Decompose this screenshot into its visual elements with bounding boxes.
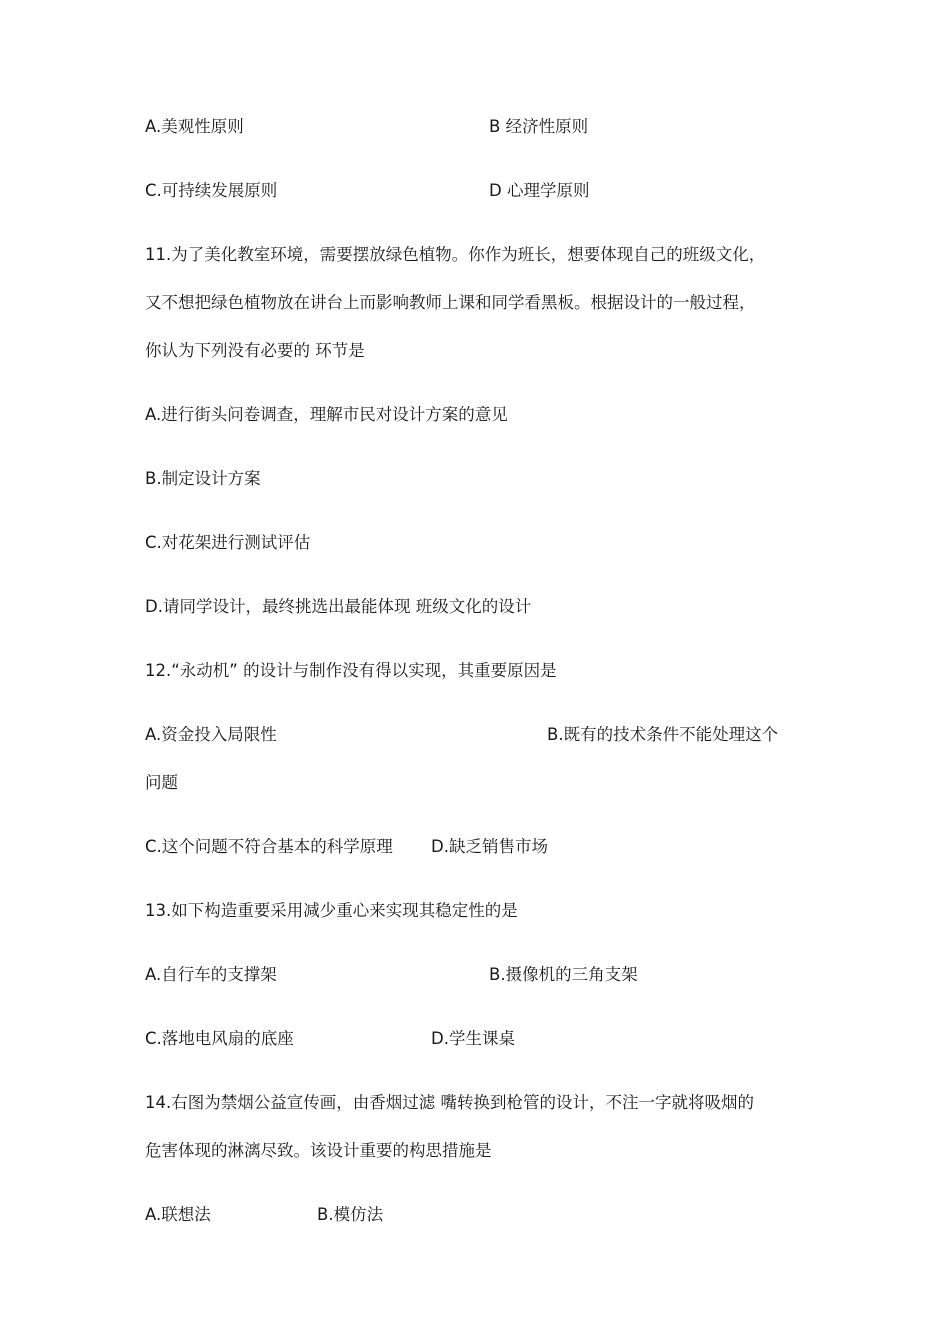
q11-option-a: A.进行街头问卷调查，理解市民对设计方案的意见 xyxy=(145,405,508,424)
q13-option-a: A.自行车的支撑架 xyxy=(145,965,277,984)
q10-option-b: B 经济性原则 xyxy=(489,117,589,136)
q12-option-b-line-1: B.既有的技术条件不能处理这个 xyxy=(547,725,779,744)
q10-option-a: A.美观性原则 xyxy=(145,117,244,136)
q11-stem-line-1: 11.为了美化教室环境，需要摆放绿色植物。你作为班长，想要体现自己的班级文化， xyxy=(145,245,766,264)
q13-option-c: C.落地电风扇的底座 xyxy=(145,1029,294,1048)
q14-stem-line-2: 危害体现的淋漓尽致。该设计重要的构思措施是 xyxy=(145,1141,492,1160)
q11-option-d: D.请同学设计，最终挑选出最能体现 班级文化的设计 xyxy=(145,597,532,616)
q12-stem: 12.“永动机” 的设计与制作没有得以实现，其重要原因是 xyxy=(145,661,557,680)
q12-option-c: C.这个问题不符合基本的科学原理 xyxy=(145,837,393,856)
q13-option-b: B.摄像机的三角支架 xyxy=(489,965,638,984)
q14-option-a: A.联想法 xyxy=(145,1205,211,1224)
q11-stem-line-2: 又不想把绿色植物放在讲台上而影响教师上课和同学看黑板。根据设计的一般过程， xyxy=(145,293,756,312)
q11-option-b: B.制定设计方案 xyxy=(145,469,261,488)
q11-option-c: C.对花架进行测试评估 xyxy=(145,533,311,552)
q11-stem-line-3: 你认为下列没有必要的 环节是 xyxy=(145,341,365,360)
q13-option-d: D.学生课桌 xyxy=(431,1029,515,1048)
q14-option-b: B.模仿法 xyxy=(317,1205,384,1224)
q13-stem: 13.如下构造重要采用减少重心来实现其稳定性的是 xyxy=(145,901,518,920)
q12-option-d: D.缺乏销售市场 xyxy=(431,837,548,856)
q10-option-d: D 心理学原则 xyxy=(489,181,590,200)
q10-option-c: C.可持续发展原则 xyxy=(145,181,278,200)
q12-option-a: A.资金投入局限性 xyxy=(145,725,277,744)
q12-option-b-line-2: 问题 xyxy=(145,773,178,792)
q14-stem-line-1: 14.右图为禁烟公益宣传画，由香烟过滤 嘴转换到枪管的设计，不注一字就将吸烟的 xyxy=(145,1093,754,1112)
